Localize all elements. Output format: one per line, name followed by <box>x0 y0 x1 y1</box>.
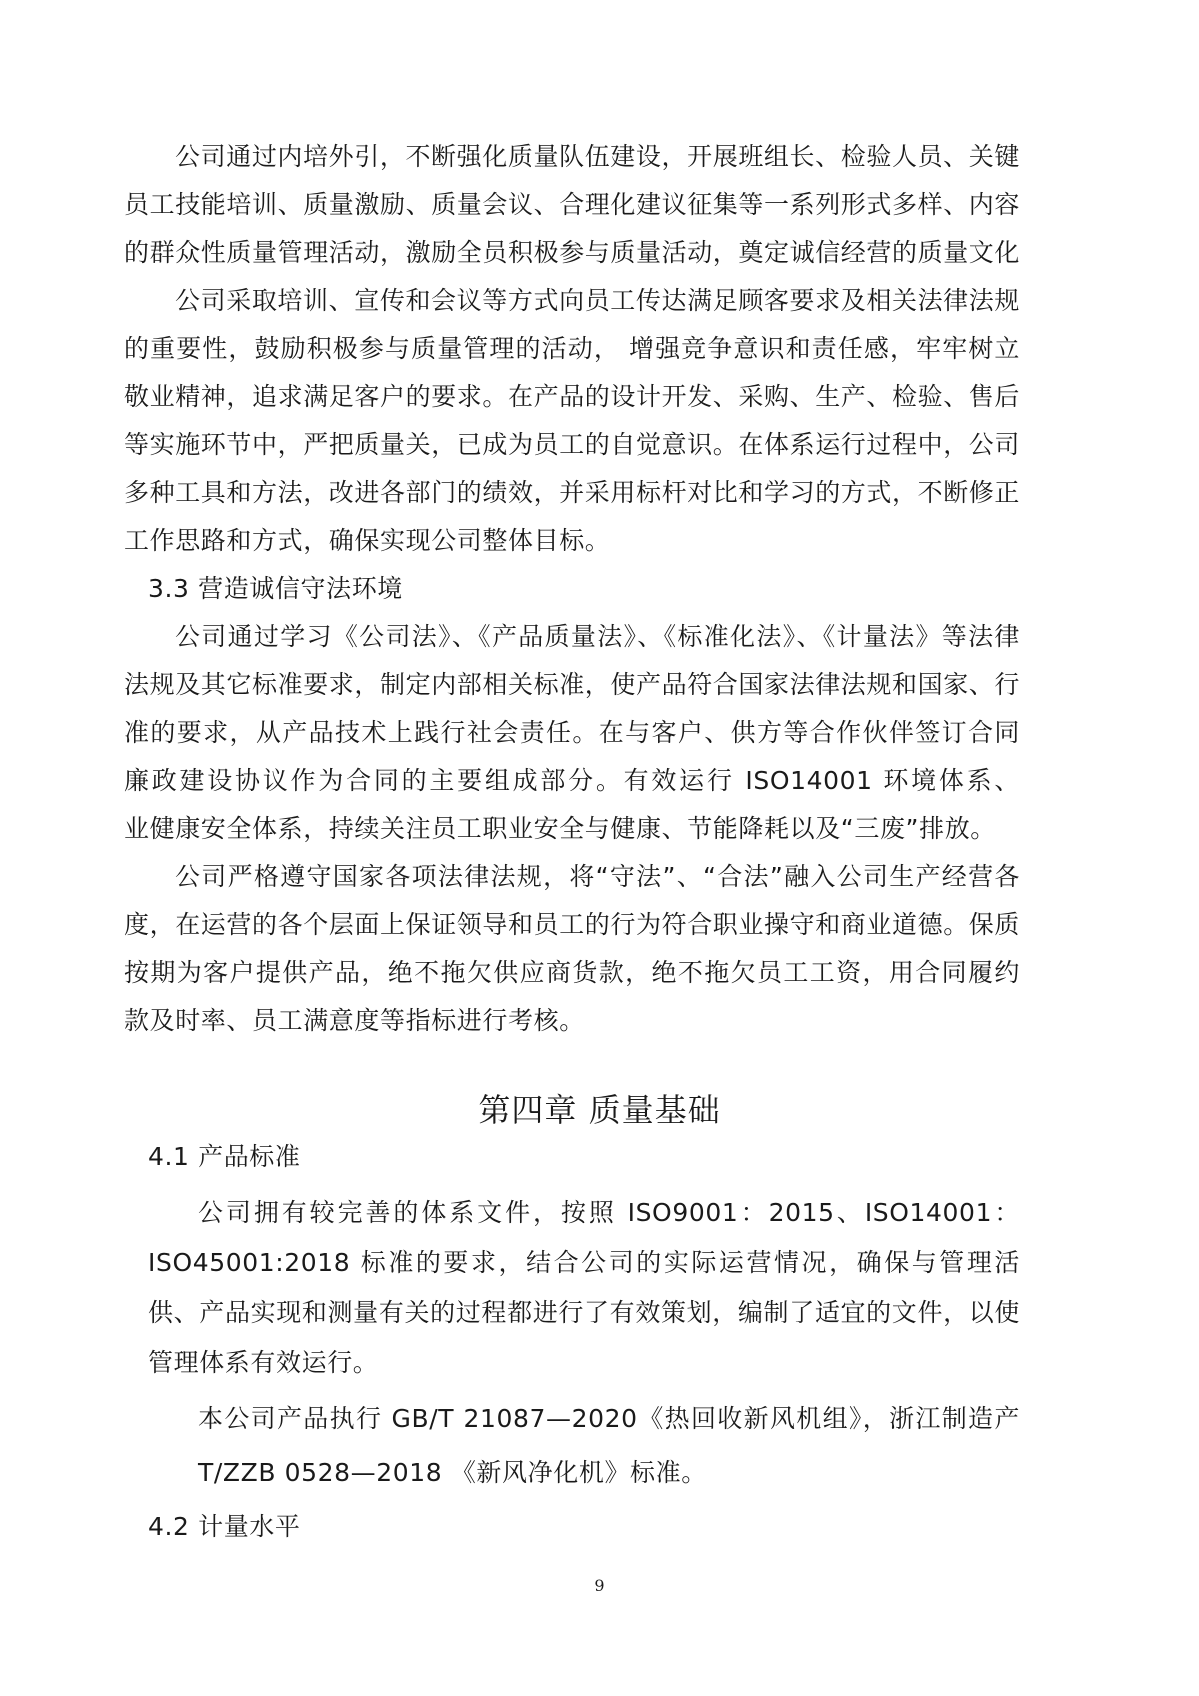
paragraph-line: 公司拥有较完善的体系文件，按照 ISO9001：2015、ISO14001： <box>198 1198 1020 1227</box>
paragraph-line: 敬业精神，追求满足客户的要求。在产品的设计开发、采购、生产、检验、售后 <box>124 382 1020 411</box>
paragraph-line: 公司严格遵守国家各项法律法规，将“守法”、“合法”融入公司生产经营各 <box>175 862 1020 891</box>
paragraph-line: 本公司产品执行 GB/T 21087—2020《热回收新风机组》，浙江制造产 <box>198 1404 1020 1433</box>
paragraph-line: 业健康安全体系，持续关注员工职业安全与健康、节能降耗以及“三废”排放。 <box>124 814 996 843</box>
paragraph-line: 法规及其它标准要求，制定内部相关标准，使产品符合国家法律法规和国家、行 <box>124 670 1020 699</box>
paragraph-line: 供、产品实现和测量有关的过程都进行了有效策划，编制了适宜的文件，以使 <box>148 1298 1020 1327</box>
paragraph-line: 的群众性质量管理活动，激励全员积极参与质量活动，奠定诚信经营的质量文化 <box>124 238 1020 267</box>
paragraph-line: 管理体系有效运行。 <box>148 1348 379 1377</box>
paragraph-line: 多种工具和方法，改进各部门的绩效，并采用标杆对比和学习的方式，不断修正 <box>124 478 1020 507</box>
paragraph-line: 公司通过内培外引，不断强化质量队伍建设，开展班组长、检验人员、关键 <box>175 142 1020 171</box>
paragraph-line: 度，在运营的各个层面上保证领导和员工的行为符合职业操守和商业道德。保质 <box>124 910 1020 939</box>
paragraph-line: 公司通过学习《公司法》、《产品质量法》、《标准化法》、《计量法》等法律 <box>175 622 1020 651</box>
paragraph-line: 的重要性，鼓励积极参与质量管理的活动， 增强竞争意识和责任感，牢牢树立 <box>124 334 1020 363</box>
paragraph-line: 款及时率、员工满意度等指标进行考核。 <box>124 1006 585 1035</box>
paragraph-line: 等实施环节中，严把质量关，已成为员工的自觉意识。在体系运行过程中，公司 <box>124 430 1020 459</box>
paragraph-line: 准的要求，从产品技术上践行社会责任。在与客户、供方等合作伙伴签订合同 <box>124 718 1020 747</box>
paragraph-line: ISO45001:2018 标准的要求，结合公司的实际运营情况，确保与管理活 <box>148 1248 1020 1277</box>
paragraph-line: 公司采取培训、宣传和会议等方式向员工传达满足顾客要求及相关法律法规 <box>175 286 1020 315</box>
chapter-heading: 第四章 质量基础 <box>478 1091 721 1129</box>
paragraph-line: 按期为客户提供产品，绝不拖欠供应商货款，绝不拖欠员工工资，用合同履约 <box>124 958 1020 987</box>
paragraph-line: 廉政建设协议作为合同的主要组成部分。有效运行 ISO14001 环境体系、 <box>124 766 1020 795</box>
paragraph-line: 员工技能培训、质量激励、质量会议、合理化建议征集等一系列形式多样、内容 <box>124 190 1020 219</box>
page-number: 9 <box>594 1576 605 1595</box>
section-heading-3-3: 3.3 营造诚信守法环境 <box>148 574 403 603</box>
section-heading-4-1: 4.1 产品标准 <box>148 1142 301 1171</box>
section-heading-4-2: 4.2 计量水平 <box>148 1512 301 1541</box>
paragraph-line: T/ZZB 0528—2018 《新风净化机》标准。 <box>198 1458 707 1487</box>
paragraph-line: 工作思路和方式，确保实现公司整体目标。 <box>124 526 611 555</box>
